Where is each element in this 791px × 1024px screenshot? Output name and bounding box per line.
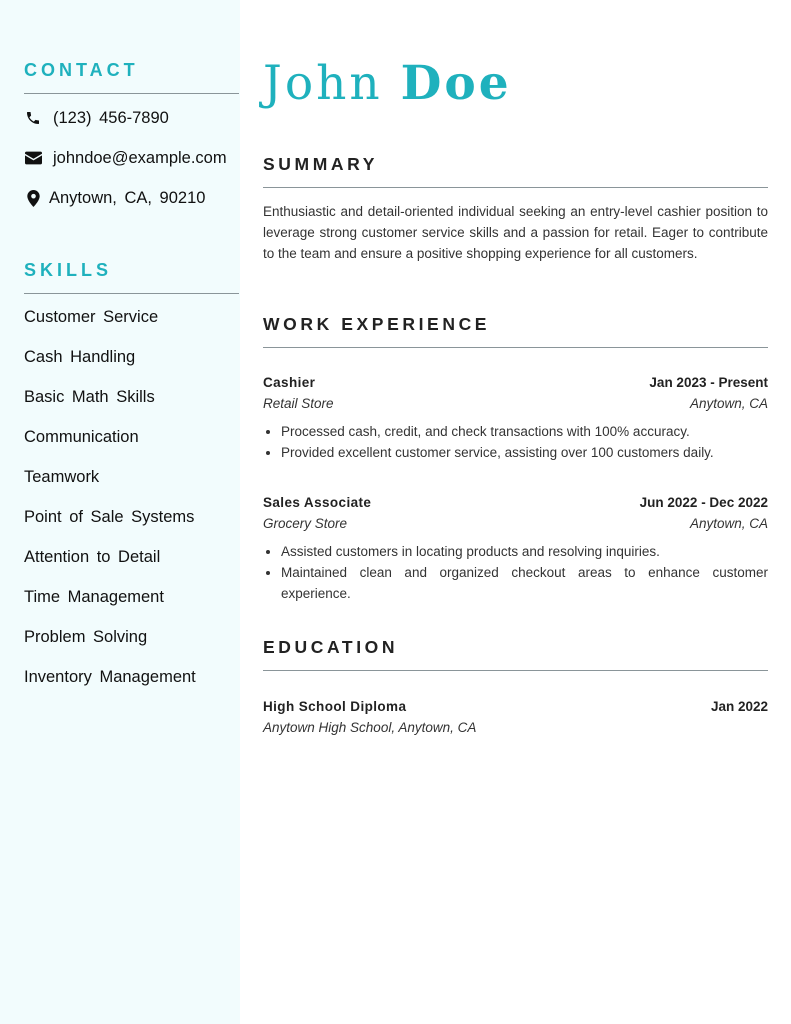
job-title: Sales Associate xyxy=(263,495,372,510)
phone-number: (123) 456-7890 xyxy=(53,108,169,127)
first-name: John xyxy=(263,56,383,111)
job-header xyxy=(263,375,768,390)
job-bullets xyxy=(263,421,768,463)
job-header xyxy=(263,495,768,510)
education-header xyxy=(263,699,768,714)
education-heading: EDUCATION xyxy=(263,637,399,657)
last-name: Doe xyxy=(400,56,512,111)
job-location: Anytown, CA xyxy=(689,516,768,531)
skill-item: Point of Sale Systems xyxy=(24,508,195,526)
job-subheader xyxy=(263,396,768,411)
envelope-icon xyxy=(24,149,42,167)
skill-item: Basic Math Skills xyxy=(24,388,155,406)
summary-divider xyxy=(263,187,768,188)
skill-item: Inventory Management xyxy=(24,668,196,686)
contact-phone xyxy=(24,106,169,130)
location-text: Anytown, CA, 90210 xyxy=(49,188,206,207)
job-dates: Jun 2022 - Dec 2022 xyxy=(639,495,768,510)
degree: High School Diploma xyxy=(263,699,407,714)
experience-divider xyxy=(263,347,768,348)
experience-heading: WORK EXPERIENCE xyxy=(263,314,491,334)
job-company: Retail Store xyxy=(263,396,334,411)
job-bullet: • Processed cash, credit, and check transactions with 100% accuracy. xyxy=(281,421,768,442)
contact-email xyxy=(24,146,227,170)
education-divider xyxy=(263,670,768,671)
resume-name xyxy=(263,56,512,111)
school: Anytown High School, Anytown, CA xyxy=(263,720,477,735)
contact-divider xyxy=(24,93,239,94)
job-bullets xyxy=(263,541,768,604)
skill-item: Cash Handling xyxy=(24,348,136,366)
skill-item: Problem Solving xyxy=(24,628,148,646)
skills-heading: SKILLS xyxy=(24,260,113,280)
job-subheader xyxy=(263,516,768,531)
map-pin-icon xyxy=(24,189,42,207)
job-location: Anytown, CA xyxy=(689,396,768,411)
contact-heading: CONTACT xyxy=(24,60,139,80)
job-title: Cashier xyxy=(263,375,316,390)
sidebar xyxy=(0,0,240,1024)
email-address: johndoe@example.com xyxy=(53,148,227,167)
skill-item: Customer Service xyxy=(24,308,159,326)
job-bullet: • Maintained clean and organized checkout areas to enhance customer experience. xyxy=(281,562,768,604)
job-bullet: • Assisted customers in locating products and resolving inquiries. xyxy=(281,541,768,562)
education-date: Jan 2022 xyxy=(710,699,768,714)
job-bullet: • Provided excellent customer service, assisting over 100 customers daily. xyxy=(281,442,768,463)
skill-item: Communication xyxy=(24,428,139,446)
job-company: Grocery Store xyxy=(263,516,348,531)
job-dates: Jan 2023 - Present xyxy=(649,375,768,390)
contact-location xyxy=(24,186,205,210)
education-subheader xyxy=(263,720,768,735)
skill-item: Attention to Detail xyxy=(24,548,161,566)
skills-divider xyxy=(24,293,239,294)
summary-text: Enthusiastic and detail-oriented individual seeking an entry-level cashier position to leverage strong customer service skills and a passion for retail. Eager to contribute to the team and ensure a positive shopping experience for all customers. xyxy=(263,204,768,261)
skill-item: Teamwork xyxy=(24,468,100,486)
skill-item: Time Management xyxy=(24,588,164,606)
summary-heading: SUMMARY xyxy=(263,154,378,174)
phone-icon xyxy=(24,109,42,127)
